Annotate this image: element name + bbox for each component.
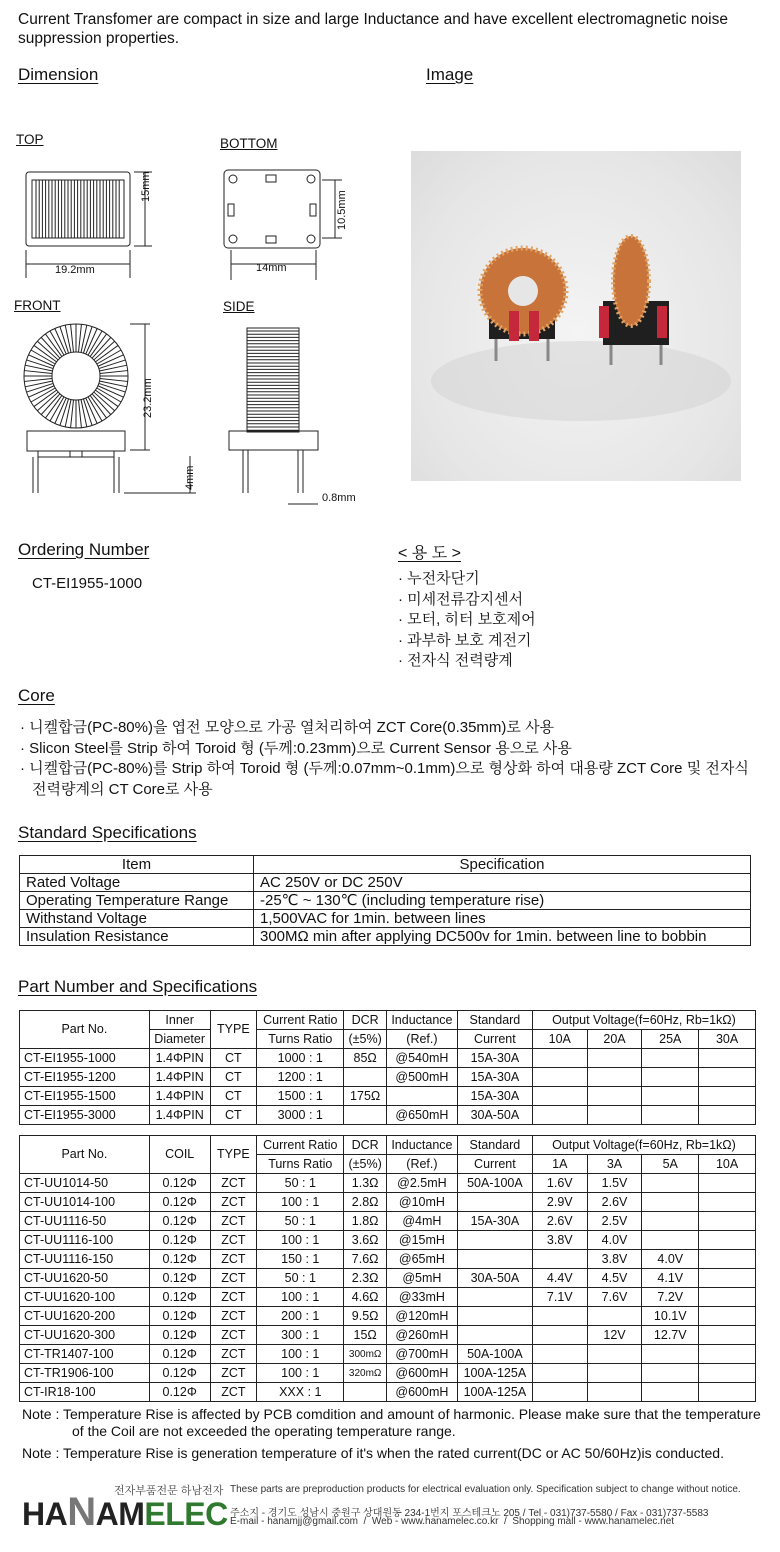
table-cell: @120mH: [386, 1307, 457, 1326]
table-cell: 50 : 1: [257, 1174, 344, 1193]
part-table-ct: [19, 1010, 756, 1125]
table-cell: 50A-100A: [457, 1345, 532, 1364]
company-logo: [22, 1490, 228, 1535]
table-cell: 0.12Φ: [149, 1364, 210, 1383]
part-number-cell: CT-EI1955-1000: [20, 1049, 150, 1068]
table-cell: [386, 1087, 457, 1106]
table-cell: [699, 1068, 756, 1087]
dim-front-height: 23.2mm: [142, 378, 154, 418]
table-cell: [642, 1087, 699, 1106]
col-inductance-sub: (Ref.): [386, 1030, 457, 1049]
table-cell: @10mH: [386, 1193, 457, 1212]
col-out-2: 3A: [587, 1155, 642, 1174]
spec-value: -25℃ ~ 130℃ (including temperature rise): [254, 892, 751, 910]
part-number-cell: CT-UU1116-100: [20, 1231, 150, 1250]
top-view-drawing: [26, 172, 152, 278]
spec-header-item: Item: [20, 856, 254, 874]
footer-email[interactable]: E-mail - hanamjj@gmail.com: [230, 1516, 358, 1527]
footer-contacts: E-mail - hanamjj@gmail.com / Web - www.hanamelec.co.kr / Shopping mall - www.hanamelec.net: [230, 1516, 675, 1527]
footer-disclaimer: These parts are preproduction products for electrical evaluation only. Specification subject to change without notice.: [230, 1484, 741, 1495]
table-cell: 7.1V: [532, 1288, 587, 1307]
toroid-illustration: [411, 151, 741, 481]
table-cell: 0.12Φ: [149, 1250, 210, 1269]
table-cell: @540mH: [386, 1049, 457, 1068]
table-cell: [642, 1364, 699, 1383]
part-table-zct: [19, 1135, 756, 1402]
table-cell: 0.12Φ: [149, 1326, 210, 1345]
dim-top-height: 15mm: [140, 171, 152, 202]
table-cell: 1500 : 1: [257, 1087, 344, 1106]
core-heading: Core: [18, 686, 55, 705]
table-cell: 30A-50A: [457, 1269, 532, 1288]
table-cell: ZCT: [210, 1326, 257, 1345]
note-2: Note : Temperature Rise is generation temperature of it's when the rated current(DC or AC 50/60Hz)is conducted.: [22, 1445, 724, 1461]
table-cell: @260mH: [386, 1326, 457, 1345]
table-cell: 3.8V: [587, 1250, 642, 1269]
table-row: [20, 1383, 756, 1402]
col-output-voltage: Output Voltage(f=60Hz, Rb=1kΩ): [532, 1011, 755, 1030]
table-cell: [699, 1174, 756, 1193]
spec-value: 300MΩ min after applying DC500v for 1min. between line to bobbin: [254, 928, 751, 946]
table-cell: 0.12Φ: [149, 1269, 210, 1288]
col-part-no: Part No.: [20, 1011, 150, 1049]
core-item: · 니켈합금(PC-80%)을 엽전 모양으로 가공 열처리하여 ZCT Core(0.35mm)로 사용: [20, 719, 555, 736]
table-cell: [699, 1049, 756, 1068]
footer: [20, 1478, 765, 1534]
table-cell: 200 : 1: [257, 1307, 344, 1326]
table-cell: ZCT: [210, 1345, 257, 1364]
dim-bottom-width: 14mm: [256, 262, 287, 274]
part-number-cell: CT-TR1906-100: [20, 1364, 150, 1383]
part-heading: Part Number and Specifications: [18, 977, 258, 996]
col-inductance: Inductance: [386, 1136, 457, 1155]
col-out-1: 1A: [532, 1155, 587, 1174]
table-row: [20, 1326, 756, 1345]
table-cell: 3.6Ω: [344, 1231, 387, 1250]
footer-tagline: 전자부품전문 하남전자: [114, 1485, 224, 1497]
table-cell: [699, 1269, 756, 1288]
ordering-heading: Ordering Number: [18, 540, 150, 559]
col-current-ratio: Current Ratio: [257, 1011, 344, 1030]
table-cell: 1.4ΦPIN: [149, 1087, 210, 1106]
table-cell: 9.5Ω: [344, 1307, 387, 1326]
table-row: [20, 1269, 756, 1288]
table-cell: [642, 1193, 699, 1212]
table-cell: ZCT: [210, 1364, 257, 1383]
table-cell: [457, 1231, 532, 1250]
table-cell: 1.5V: [587, 1174, 642, 1193]
table-cell: [457, 1250, 532, 1269]
table-cell: 1.3Ω: [344, 1174, 387, 1193]
table-cell: @65mH: [386, 1250, 457, 1269]
table-cell: 50A-100A: [457, 1174, 532, 1193]
table-cell: ZCT: [210, 1288, 257, 1307]
table-cell: [642, 1049, 699, 1068]
col-standard: Standard: [457, 1011, 532, 1030]
part-number-cell: CT-UU1116-150: [20, 1250, 150, 1269]
spec-item: Rated Voltage: [20, 874, 254, 892]
footer-web[interactable]: Web - www.hanamelec.co.kr: [371, 1516, 499, 1527]
table-cell: [532, 1307, 587, 1326]
dim-front-pin: 4mm: [184, 465, 196, 490]
usage-title: < 용 도 >: [398, 545, 461, 562]
part-number-cell: CT-IR18-100: [20, 1383, 150, 1402]
table-row: [20, 1307, 756, 1326]
table-cell: 100 : 1: [257, 1364, 344, 1383]
table-cell: 300 : 1: [257, 1326, 344, 1345]
table-cell: [587, 1087, 642, 1106]
table-cell: 15Ω: [344, 1326, 387, 1345]
table-cell: [587, 1068, 642, 1087]
table-cell: ZCT: [210, 1193, 257, 1212]
table-cell: 10.1V: [642, 1307, 699, 1326]
table-cell: [699, 1288, 756, 1307]
table-cell: [699, 1345, 756, 1364]
table-cell: @15mH: [386, 1231, 457, 1250]
table-cell: 2.8Ω: [344, 1193, 387, 1212]
part-number-cell: CT-UU1620-300: [20, 1326, 150, 1345]
col-coil: COIL: [149, 1136, 210, 1174]
col-out-3: 25A: [642, 1030, 699, 1049]
table-cell: [699, 1326, 756, 1345]
table-cell: 300mΩ: [344, 1345, 387, 1364]
spec-item: Insulation Resistance: [20, 928, 254, 946]
logo-part: HA: [22, 1496, 68, 1532]
table-cell: 12.7V: [642, 1326, 699, 1345]
col-out-4: 10A: [699, 1155, 756, 1174]
table-cell: 0.12Φ: [149, 1345, 210, 1364]
table-cell: [457, 1193, 532, 1212]
core-list: [20, 718, 765, 800]
table-cell: [699, 1307, 756, 1326]
ordering-number: CT-EI1955-1000: [32, 575, 143, 592]
table-cell: 50 : 1: [257, 1269, 344, 1288]
table-cell: [699, 1212, 756, 1231]
table-cell: [642, 1345, 699, 1364]
table-cell: 4.1V: [642, 1269, 699, 1288]
table-cell: [532, 1068, 587, 1087]
spec-header-spec: Specification: [254, 856, 751, 874]
table-cell: 1200 : 1: [257, 1068, 344, 1087]
table-cell: @2.5mH: [386, 1174, 457, 1193]
table-cell: 100 : 1: [257, 1345, 344, 1364]
front-view-drawing: [24, 324, 196, 493]
table-cell: 4.0V: [642, 1250, 699, 1269]
intro-text: Current Transfomer are compact in size and large Inductance and have excellent electromagnetic noise suppression properties.: [18, 11, 728, 47]
table-cell: 2.3Ω: [344, 1269, 387, 1288]
table-cell: [532, 1049, 587, 1068]
table-cell: 4.5V: [587, 1269, 642, 1288]
table-cell: 15A-30A: [457, 1068, 532, 1087]
dim-bottom-height: 10.5mm: [336, 190, 348, 230]
part-number-cell: CT-TR1407-100: [20, 1345, 150, 1364]
table-cell: [699, 1193, 756, 1212]
table-cell: [587, 1383, 642, 1402]
part-number-cell: CT-UU1620-50: [20, 1269, 150, 1288]
spec-value: AC 250V or DC 250V: [254, 874, 751, 892]
part-number-cell: CT-EI1955-3000: [20, 1106, 150, 1125]
table-cell: 0.12Φ: [149, 1288, 210, 1307]
table-cell: 4.6Ω: [344, 1288, 387, 1307]
table-cell: 175Ω: [344, 1087, 387, 1106]
part-number-cell: CT-UU1116-50: [20, 1212, 150, 1231]
col-inner: Inner: [149, 1011, 210, 1030]
col-inner-sub: Diameter: [149, 1030, 210, 1049]
table-cell: 85Ω: [344, 1049, 387, 1068]
col-turns-ratio: Turns Ratio: [257, 1155, 344, 1174]
table-cell: [642, 1106, 699, 1125]
spec-item: Operating Temperature Range: [20, 892, 254, 910]
product-photo: [411, 151, 741, 481]
side-view-label: SIDE: [223, 299, 255, 314]
table-cell: 4.0V: [587, 1231, 642, 1250]
table-cell: @500mH: [386, 1068, 457, 1087]
dimension-heading: Dimension: [18, 65, 99, 84]
col-inductance: Inductance: [386, 1011, 457, 1030]
table-cell: [587, 1345, 642, 1364]
col-output-voltage: Output Voltage(f=60Hz, Rb=1kΩ): [532, 1136, 755, 1155]
table-cell: 3.8V: [532, 1231, 587, 1250]
col-out-3: 5A: [642, 1155, 699, 1174]
table-cell: ZCT: [210, 1250, 257, 1269]
table-cell: [642, 1383, 699, 1402]
table-cell: [587, 1049, 642, 1068]
table-row: [20, 1288, 756, 1307]
col-out-1: 10A: [532, 1030, 587, 1049]
table-cell: ZCT: [210, 1383, 257, 1402]
table-cell: 150 : 1: [257, 1250, 344, 1269]
table-cell: [344, 1068, 387, 1087]
table-cell: [699, 1383, 756, 1402]
table-cell: ZCT: [210, 1231, 257, 1250]
notes: [22, 1406, 767, 1462]
table-row: [20, 1087, 756, 1106]
logo-part: AM: [95, 1496, 145, 1532]
table-cell: 100 : 1: [257, 1231, 344, 1250]
table-row: [20, 1250, 756, 1269]
table-cell: [587, 1307, 642, 1326]
spec-value: 1,500VAC for 1min. between lines: [254, 910, 751, 928]
table-cell: 100A-125A: [457, 1383, 532, 1402]
usage-item: · 과부하 보호 계전기: [398, 631, 532, 649]
table-cell: 7.6V: [587, 1288, 642, 1307]
col-type: TYPE: [210, 1136, 257, 1174]
table-cell: CT: [210, 1106, 257, 1125]
table-cell: 15A-30A: [457, 1049, 532, 1068]
col-dcr: DCR: [344, 1136, 387, 1155]
spec-item: Withstand Voltage: [20, 910, 254, 928]
logo-part: ELEC: [144, 1496, 228, 1532]
core-item: · 니켈합금(PC-80%)를 Strip 하여 Toroid 형 (두께:0.07mm~0.1mm)으로 형상화 하여 대용량 ZCT Core 및 전자식 전력량계의 CT Core로 사용: [20, 760, 749, 798]
table-row: [20, 1106, 756, 1125]
table-cell: 1000 : 1: [257, 1049, 344, 1068]
table-cell: 0.12Φ: [149, 1193, 210, 1212]
table-cell: [642, 1212, 699, 1231]
table-cell: 15A-30A: [457, 1212, 532, 1231]
table-cell: CT: [210, 1087, 257, 1106]
table-cell: 100A-125A: [457, 1364, 532, 1383]
table-cell: 2.5V: [587, 1212, 642, 1231]
usage-item: · 누전차단기: [398, 570, 480, 587]
part-number-cell: CT-EI1955-1200: [20, 1068, 150, 1087]
table-cell: 7.6Ω: [344, 1250, 387, 1269]
standard-heading: Standard Specifications: [18, 823, 197, 842]
part-number-cell: CT-UU1014-50: [20, 1174, 150, 1193]
table-cell: @650mH: [386, 1106, 457, 1125]
col-part-no: Part No.: [20, 1136, 150, 1174]
table-cell: 1.4ΦPIN: [149, 1106, 210, 1125]
col-out-4: 30A: [699, 1030, 756, 1049]
table-cell: [642, 1174, 699, 1193]
table-cell: [532, 1250, 587, 1269]
col-dcr-sub: (±5%): [344, 1155, 387, 1174]
col-standard-sub: Current: [457, 1030, 532, 1049]
standard-spec-table: [19, 855, 751, 946]
table-cell: 0.12Φ: [149, 1174, 210, 1193]
note-1: Note : Temperature Rise is affected by PCB comdition and amount of harmonic. Please make sure that the temperature of the Coil are not exceeded the operating temperature range.: [22, 1406, 761, 1439]
table-cell: 1.4ΦPIN: [149, 1049, 210, 1068]
table-cell: @700mH: [386, 1345, 457, 1364]
table-cell: 0.12Φ: [149, 1307, 210, 1326]
top-view-label: TOP: [16, 132, 44, 147]
table-row: [20, 1345, 756, 1364]
table-row: [20, 1364, 756, 1383]
table-row: [20, 1174, 756, 1193]
col-dcr: DCR: [344, 1011, 387, 1030]
table-cell: 100 : 1: [257, 1288, 344, 1307]
table-cell: @600mH: [386, 1364, 457, 1383]
table-cell: 12V: [587, 1326, 642, 1345]
table-cell: CT: [210, 1049, 257, 1068]
table-cell: 3000 : 1: [257, 1106, 344, 1125]
table-cell: [699, 1231, 756, 1250]
table-row: [20, 1193, 756, 1212]
table-cell: [642, 1231, 699, 1250]
table-cell: ZCT: [210, 1174, 257, 1193]
table-cell: @600mH: [386, 1383, 457, 1402]
part-number-cell: CT-EI1955-1500: [20, 1087, 150, 1106]
table-cell: @33mH: [386, 1288, 457, 1307]
col-standard: Standard: [457, 1136, 532, 1155]
usage-box: [398, 540, 536, 672]
table-cell: 0.12Φ: [149, 1383, 210, 1402]
table-cell: 2.6V: [587, 1193, 642, 1212]
table-cell: [532, 1383, 587, 1402]
bottom-view-label: BOTTOM: [220, 136, 278, 151]
table-cell: @5mH: [386, 1269, 457, 1288]
col-out-2: 20A: [587, 1030, 642, 1049]
dim-side-pin: 0.8mm: [322, 492, 356, 504]
footer-shop[interactable]: Shopping mall - www.hanamelec.net: [512, 1516, 675, 1527]
table-cell: 1.8Ω: [344, 1212, 387, 1231]
table-cell: [532, 1087, 587, 1106]
col-type: TYPE: [210, 1011, 257, 1049]
table-cell: 7.2V: [642, 1288, 699, 1307]
table-cell: 0.12Φ: [149, 1231, 210, 1250]
table-cell: 0.12Φ: [149, 1212, 210, 1231]
table-cell: [587, 1106, 642, 1125]
part-number-cell: CT-UU1620-200: [20, 1307, 150, 1326]
col-dcr-sub: (±5%): [344, 1030, 387, 1049]
table-cell: [587, 1364, 642, 1383]
table-row: [20, 1068, 756, 1087]
table-cell: 30A-50A: [457, 1106, 532, 1125]
image-heading: Image: [426, 65, 474, 84]
core-item: · Slicon Steel를 Strip 하여 Toroid 형 (두께:0.23mm)으로 Current Sensor 용으로 사용: [20, 739, 572, 757]
usage-item: · 전자식 전력량계: [398, 652, 513, 669]
table-row: [20, 1049, 756, 1068]
table-cell: [699, 1087, 756, 1106]
table-cell: [699, 1364, 756, 1383]
part-number-cell: CT-UU1620-100: [20, 1288, 150, 1307]
usage-item: · 미세전류감지센서: [398, 590, 524, 608]
table-row: [20, 1231, 756, 1250]
logo-part: N: [67, 1490, 96, 1534]
table-cell: 1.4ΦPIN: [149, 1068, 210, 1087]
table-cell: [344, 1106, 387, 1125]
table-cell: [532, 1326, 587, 1345]
table-cell: 2.6V: [532, 1212, 587, 1231]
col-inductance-sub: (Ref.): [386, 1155, 457, 1174]
table-cell: [457, 1307, 532, 1326]
table-cell: ZCT: [210, 1212, 257, 1231]
table-cell: 100 : 1: [257, 1193, 344, 1212]
table-cell: [699, 1106, 756, 1125]
table-cell: CT: [210, 1068, 257, 1087]
table-cell: [457, 1326, 532, 1345]
side-view-drawing: [229, 328, 318, 504]
col-current-ratio: Current Ratio: [257, 1136, 344, 1155]
part-number-cell: CT-UU1014-100: [20, 1193, 150, 1212]
table-cell: 320mΩ: [344, 1364, 387, 1383]
table-cell: [699, 1250, 756, 1269]
table-cell: [642, 1068, 699, 1087]
table-row: [20, 1212, 756, 1231]
table-cell: [532, 1364, 587, 1383]
table-cell: [344, 1383, 387, 1402]
table-cell: 1.6V: [532, 1174, 587, 1193]
table-cell: XXX : 1: [257, 1383, 344, 1402]
table-cell: ZCT: [210, 1269, 257, 1288]
table-cell: ZCT: [210, 1307, 257, 1326]
table-cell: @4mH: [386, 1212, 457, 1231]
usage-item: · 모터, 히터 보호제어: [398, 611, 536, 628]
table-cell: 50 : 1: [257, 1212, 344, 1231]
dim-top-width: 19.2mm: [55, 264, 95, 276]
table-cell: [457, 1288, 532, 1307]
front-view-label: FRONT: [14, 298, 61, 313]
table-cell: 2.9V: [532, 1193, 587, 1212]
footer-address: 주소지 - 경기도 성남시 중원구 상대원동 234-1번지 포스테크노 205 / Tel - 031)737-5580 / Fax - 031)737-5583: [230, 1508, 709, 1519]
table-cell: [532, 1345, 587, 1364]
col-turns-ratio: Turns Ratio: [257, 1030, 344, 1049]
col-standard-sub: Current: [457, 1155, 532, 1174]
table-cell: [532, 1106, 587, 1125]
table-cell: 15A-30A: [457, 1087, 532, 1106]
table-cell: 4.4V: [532, 1269, 587, 1288]
